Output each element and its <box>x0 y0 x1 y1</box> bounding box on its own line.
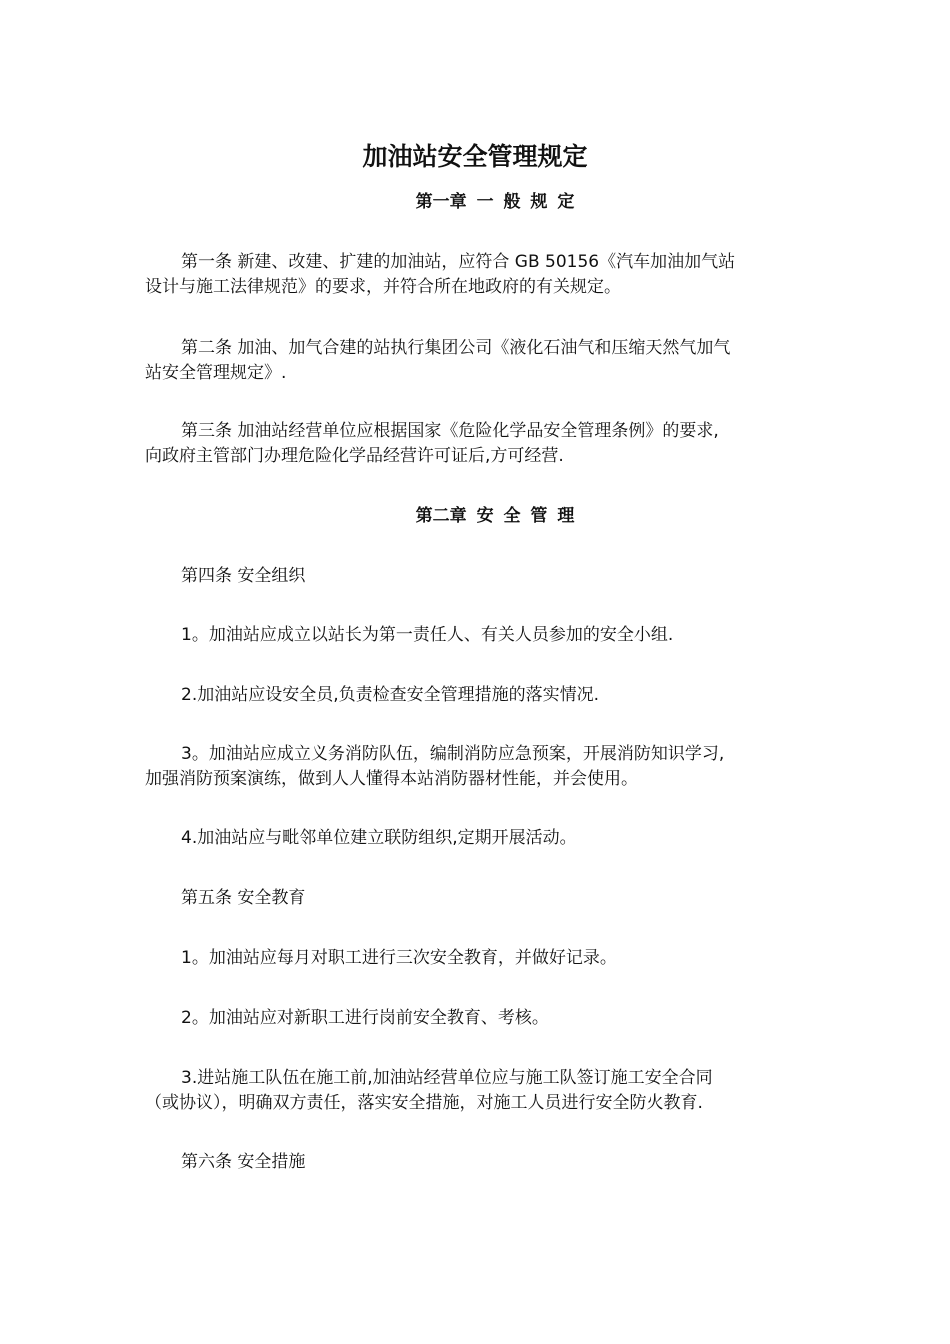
article-4-item-3 <box>145 742 810 792</box>
article-3 <box>145 419 810 469</box>
chapter-2-heading: 第二章 安 全 管 理 <box>415 506 575 526</box>
article-6-title-text: 第六条 安全措施 <box>181 1152 306 1172</box>
article-4-title-text: 第四条 安全组织 <box>181 566 306 586</box>
article-1 <box>145 250 810 300</box>
article-4-item-1 <box>145 623 810 648</box>
article-1-line-1: 第一条 新建、改建、扩建的加油站，应符合 GB 50156《汽车加油加气站 <box>181 252 736 272</box>
article-5-title <box>145 886 810 911</box>
article-2-line-2: 站安全管理规定》. <box>145 363 287 383</box>
article-4-item-4-text: 4.加油站应与毗邻单位建立联防组织,定期开展活动。 <box>181 828 577 848</box>
article-4-item-3-line-2: 加强消防预案演练，做到人人懂得本站消防器材性能，并会使用。 <box>145 769 638 789</box>
article-5-item-3 <box>145 1066 810 1116</box>
document-title: 加油站安全管理规定 <box>362 142 588 171</box>
article-2-line-1: 第二条 加油、加气合建的站执行集团公司《液化石油气和压缩天然气加气 <box>181 338 731 358</box>
article-5-item-2-text: 2。加油站应对新职工进行岗前安全教育、考核。 <box>181 1008 549 1028</box>
article-4-item-2 <box>145 683 810 708</box>
article-4-item-4 <box>145 826 810 851</box>
article-5-item-2 <box>145 1006 810 1031</box>
chapter-1-heading: 第一章 一 般 规 定 <box>415 192 575 212</box>
article-3-line-1: 第三条 加油站经营单位应根据国家《危险化学品安全管理条例》的要求, <box>181 421 719 441</box>
article-5-item-3-line-2: （或协议），明确双方责任，落实安全措施，对施工人员进行安全防火教育. <box>145 1093 703 1113</box>
article-4-item-2-text: 2.加油站应设安全员,负责检查安全管理措施的落实情况. <box>181 685 600 705</box>
article-4-item-3-line-1: 3。加油站应成立义务消防队伍，编制消防应急预案，开展消防知识学习, <box>181 744 725 764</box>
article-5-item-1 <box>145 946 810 971</box>
article-1-line-2: 设计与施工法律规范》的要求，并符合所在地政府的有关规定。 <box>145 277 621 297</box>
article-5-title-text: 第五条 安全教育 <box>181 888 306 908</box>
article-4-title <box>145 564 810 589</box>
article-4-item-1-text: 1。加油站应成立以站长为第一责任人、有关人员参加的安全小组. <box>181 625 674 645</box>
article-5-item-3-line-1: 3.进站施工队伍在施工前,加油站经营单位应与施工队签订施工安全合同 <box>181 1068 713 1088</box>
article-3-line-2: 向政府主管部门办理危险化学品经营许可证后,方可经营. <box>145 446 564 466</box>
article-5-item-1-text: 1。加油站应每月对职工进行三次安全教育，并做好记录。 <box>181 948 617 968</box>
article-6-title <box>145 1150 810 1175</box>
article-2 <box>145 336 810 386</box>
